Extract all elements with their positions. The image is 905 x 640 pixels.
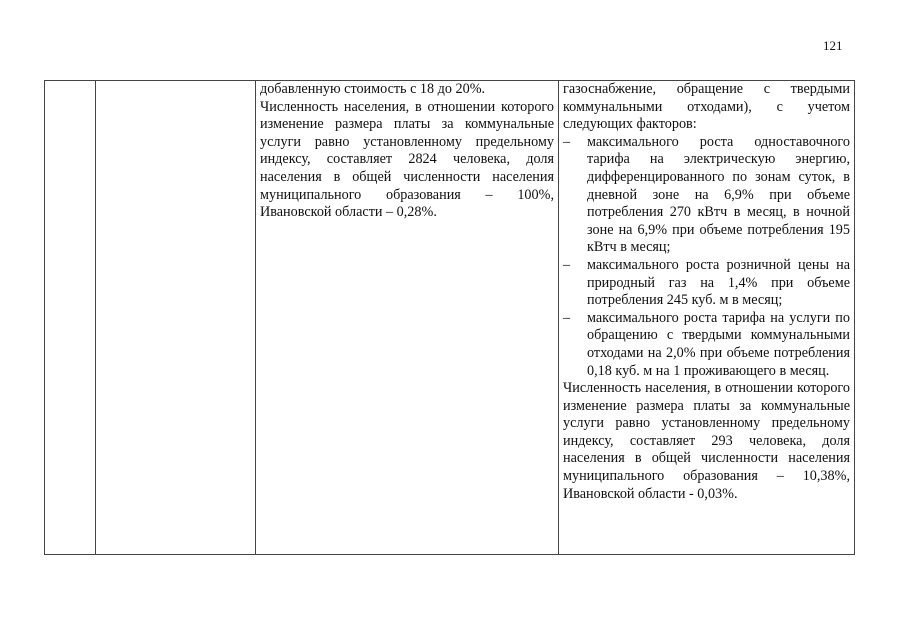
table-row xyxy=(45,81,855,555)
list-item: – максимального роста розничной цены на природный газ на 1,4% при объеме потребления 245 куб. м в месяц; xyxy=(563,257,850,310)
data-table xyxy=(44,80,855,555)
col4-closing: Численность населения, в отношении которого изменение размера платы за коммунальные услуги равно установленному предельному индексу, составляет 293 человека, доля населения в общей численности населения муниципального образования – 10,38%, Ивановской области - 0,03%. xyxy=(563,380,850,502)
table-cell-col3 xyxy=(256,81,559,555)
col3-paragraph-2: Численность населения, в отношении которого изменение размера платы за коммунальные услуги равно установленному предельному индексу, составляет 2824 человека, доля населения в общей численности населения муниципального образования – 100%, Ивановской области – 0,28%. xyxy=(260,98,554,221)
list-item: – максимального роста тарифа на услуги по обращению с твердыми коммунальными отходами на 2,0% при объеме потребления 0,18 куб. м на 1 проживающего в месяц. xyxy=(563,310,850,380)
table-cell-col4 xyxy=(559,81,855,555)
table-cell-col1 xyxy=(45,81,96,555)
list-item: – максимального роста одноставочного тарифа на электрическую энергию, дифференцированного по зонам суток, в дневной зоне на 6,9% при объеме потребления 270 кВтч в месяц, в ночной зоне на 6,9% при объеме потребления 195 кВтч в месяц; xyxy=(563,134,850,257)
table-cell-col2 xyxy=(96,81,256,555)
col3-paragraph-1: добавленную стоимость с 18 до 20%. xyxy=(260,81,486,97)
col4-intro: газоснабжение, обращение с твердыми коммунальными отходами), с учетом следующих факторов: xyxy=(563,81,850,133)
page-number: 121 xyxy=(823,38,843,53)
factors-list xyxy=(563,134,850,380)
